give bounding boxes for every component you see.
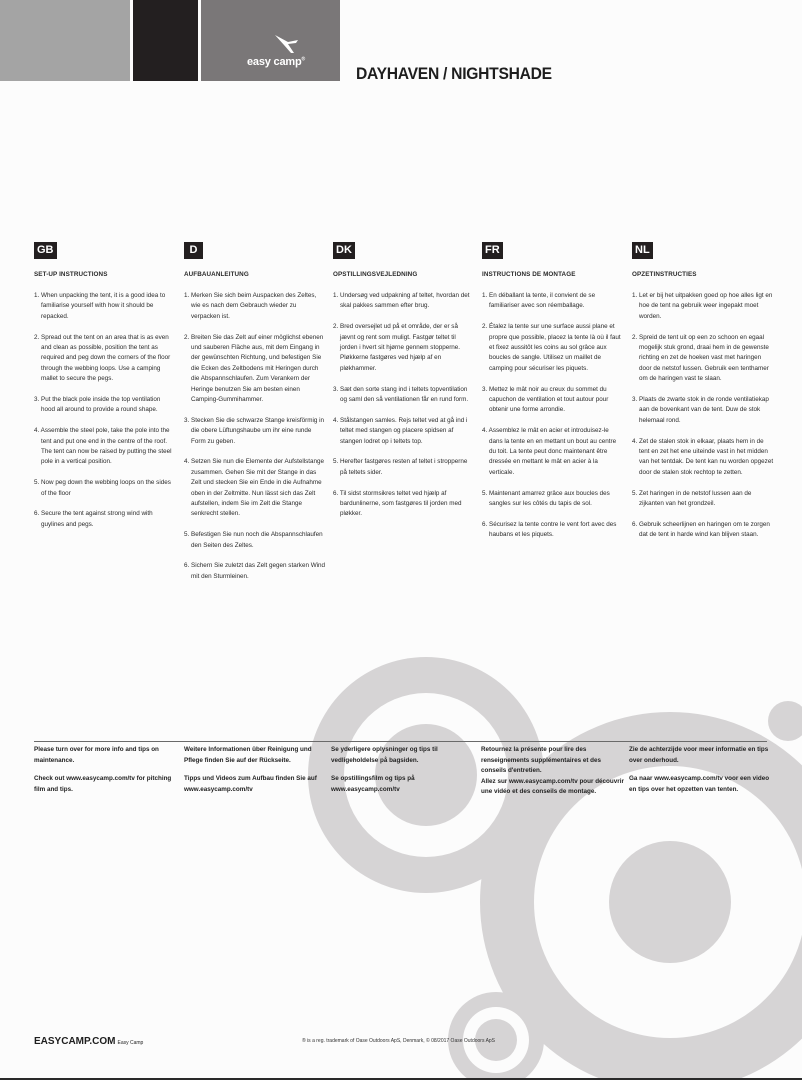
step: 2. Bred oversejlet ud på et område, der er så jævnt og rent som muligt. Fastgør teltet til jorden i hvert sit hjørne gennem stopperne. Pløkkerne fastgøres ved hjælp af en pløkhammer. [333, 323, 461, 372]
step: 1. Merken Sie sich beim Auspacken des Zeltes, wie es nach dem Gebrauch wieder zu verpacken ist. [184, 292, 317, 320]
maintenance-note: Please turn over for more info and tips on maintenance. [34, 746, 159, 764]
step: 6. Sécurisez la tente contre le vent fort avec des haubans et les piquets. [482, 520, 617, 539]
lang-badge: GB [34, 242, 57, 259]
lang-badge: FR [482, 242, 503, 259]
step: 6. Sichern Sie zuletzt das Zelt gegen starken Wind mit den Sturmleinen. [184, 562, 326, 580]
step: 3. Stecken Sie die schwarze Stange kreisförmig in die obere Lüftungshaube um ihr eine runde Form zu geben. [184, 416, 324, 445]
steps-list [482, 291, 624, 541]
step: 2. Spreid de tent uit op een zo schoon en egaal mogelijk stuk grond, draai hem in de gewenste richting en zet de hoeken vast met haringen door de netstof lussen. Gebruik een tenthamer om de haringen vast te slaan. [632, 333, 769, 383]
step: 3. Plaats de zwarte stok in de ronde ventilatiekap aan de bovenkant van de tent. Duw de stok helemaal rond. [632, 396, 769, 424]
footnote-nl [629, 745, 775, 803]
footer-brand-small: Easy Camp [117, 1040, 144, 1046]
step: 5. Zet haringen in de netstof lussen aan de zijkanten van het grondzeil. [632, 489, 752, 508]
step: 6. Gebruik scheerlijnen en haringen om te zorgen dat de tent in harde wind kan blijven staan. [632, 520, 770, 539]
column-heading: OPZETINSTRUCTIES [632, 271, 697, 278]
maintenance-note: Zie de achterzijde voor meer informatie en tips over onderhoud. [629, 746, 769, 764]
lang-badge: D [184, 242, 203, 259]
steps-list [34, 291, 176, 530]
column-heading: INSTRUCTIONS DE MONTAGE [482, 271, 576, 278]
video-note: Allez sur www.easycamp.com/tv pour découvrir une vidéo et des conseils de montage. [481, 777, 624, 795]
video-note: Tipps und Videos zum Aufbau finden Sie auf www.easycamp.com/tv [184, 775, 317, 793]
section-divider [34, 741, 767, 742]
video-note: Se opstillingsfilm og tips på www.easycamp.com/tv [331, 775, 415, 793]
footnote-gb [34, 745, 180, 803]
steps-list [184, 291, 326, 582]
step: 4. Assemblez le mât en acier et introduisez-le dans la tente en en mettant un bout au centre du toit. La tente peut donc maintenant être dressée en mettant le mât en acier à la verticale. [482, 427, 617, 476]
step: 6. Secure the tent against strong wind with guylines and pegs. [34, 510, 153, 528]
column-nl [632, 240, 774, 551]
lang-badge: NL [632, 242, 653, 259]
steps-list [333, 291, 475, 520]
lang-badge: DK [333, 242, 355, 259]
column-d [184, 240, 326, 593]
step: 4. Zet de stalen stok in elkaar, plaats hem in de tent en zet het ene uiteinde vast in het midden van het tentdak. De tent kan nu worden opgezet door de stalen stok rechtop te zetten. [632, 437, 774, 476]
column-heading: OPSTILLINGSVEJLEDNING [333, 271, 418, 278]
column-heading: AUFBAUANLEITUNG [184, 271, 249, 278]
maintenance-note: Retournez la présente pour lire des renseignements supplémentaires et des conseils d'entretien. [481, 746, 602, 774]
step: 1. When unpacking the tent, it is a good idea to familiarise yourself with how it should be repacked. [34, 292, 166, 320]
column-heading: SET-UP INSTRUCTIONS [34, 271, 108, 278]
column-dk [333, 240, 475, 530]
step: 1. Let er bij het uitpakken goed op hoe alles ligt en hoe de tent na gebruik weer ingepakt moet worden. [632, 292, 773, 320]
column-gb [34, 240, 176, 541]
step: 6. Til sidst stormsikres teltet ved hjælp af bardunlinerne, som fastgøres til jorden med pløkker. [333, 489, 462, 518]
step: 4. Stålstangen samles. Rejs teltet ved at gå ind i teltet med stangen og placere spidsen af stangen lodret op i teltets top. [333, 416, 468, 445]
brand-name: easy camp® [247, 56, 305, 68]
footnote-fr [481, 745, 627, 806]
step: 2. Étalez la tente sur une surface aussi plane et propre que possible, placez la tente là où il faut et fixez aussitôt les coins au sol grâce aux boucles de sangle. Utilisez un maillet de camping pour sécuriser les piquets. [482, 323, 621, 372]
footer-site: EASYCAMP.COM [34, 1036, 116, 1047]
step: 5. Maintenant amarrez grâce aux boucles des sangles sur les côtés du tapis de sol. [482, 489, 610, 508]
step: 5. Befestigen Sie nun noch die Abspannschlaufen den Seiten des Zeltes. [184, 531, 323, 549]
step: 1. En déballant la tente, il convient de se familiariser avec son réemballage. [482, 292, 596, 310]
video-note: Ga naar www.easycamp.com/tv voor een video en tips over het opzetten van tenten. [629, 775, 770, 793]
footer-brand [34, 1036, 143, 1047]
step: 1. Undersøg ved udpakning af teltet, hvordan det skal pakkes sammen efter brug. [333, 292, 470, 310]
step: 4. Assemble the steel pole, take the pole into the tent and put one end in the centre of the roof. The tent can now be raised by putting the steel pole in a vertical position. [34, 427, 172, 466]
footnote-d [184, 745, 330, 803]
steps-list [632, 291, 774, 541]
step: 3. Mettez le mât noir au creux du sommet du capuchon de ventilation et tout autour pour obtenir une forme arrondie. [482, 385, 609, 414]
step: 3. Put the black pole inside the top ventilation hood all around to provide a round shape. [34, 396, 161, 414]
step: 2. Spread out the tent on an area that is as even and clean as possible, position the tent as required and peg down the corners of the floor through the webbing loops. Use a camping mallet to secure the pegs. [34, 333, 171, 383]
footnote-dk [331, 745, 477, 803]
document-title: DAYHAVEN / NIGHTSHADE [356, 64, 552, 83]
step: 3. Sæt den sorte stang ind i teltets topventilation og saml den så ventilationen får en rund form. [333, 385, 469, 404]
video-note: Check out www.easycamp.com/tv for pitching film and tips. [34, 775, 172, 793]
maintenance-note: Se yderligere oplysninger og tips til vedligeholdelse på bagsiden. [331, 746, 438, 764]
step: 4. Setzen Sie nun die Elemente der Aufstellstange zusammen. Gehen Sie mit der Stange in das Zelt und stecken Sie ein Ende in die Aufnahme oben in der Zeltmitte. Nun lässt sich das Zelt aufstellen, indem Sie im Zelt die Stange senkrecht stellen. [184, 458, 325, 518]
step: 5. Herefter fastgøres resten af teltet i stropperne på teltets sider. [333, 458, 468, 476]
footer-legal: ® is a reg. trademark of Oase Outdoors ApS, Denmark, © 08/2017 Oase Outdoors ApS [302, 1038, 496, 1044]
step: 2. Breiten Sie das Zelt auf einer möglichst ebenen und sauberen Fläche aus, mit dem Eingang in der gewünschten Richtung, und befestigen Sie die Ecken des Zeltbodens mit Heringen durch die Abspannschlaufen. Zum Verankern der Heringe benutzen Sie am besten einen Camping-Gummihammer. [184, 333, 324, 404]
step: 5. Now peg down the webbing loops on the sides of the floor [34, 479, 171, 497]
maintenance-note: Weitere Informationen über Reinigung und Pflege finden Sie auf der Rückseite. [184, 746, 312, 764]
column-fr [482, 240, 624, 551]
